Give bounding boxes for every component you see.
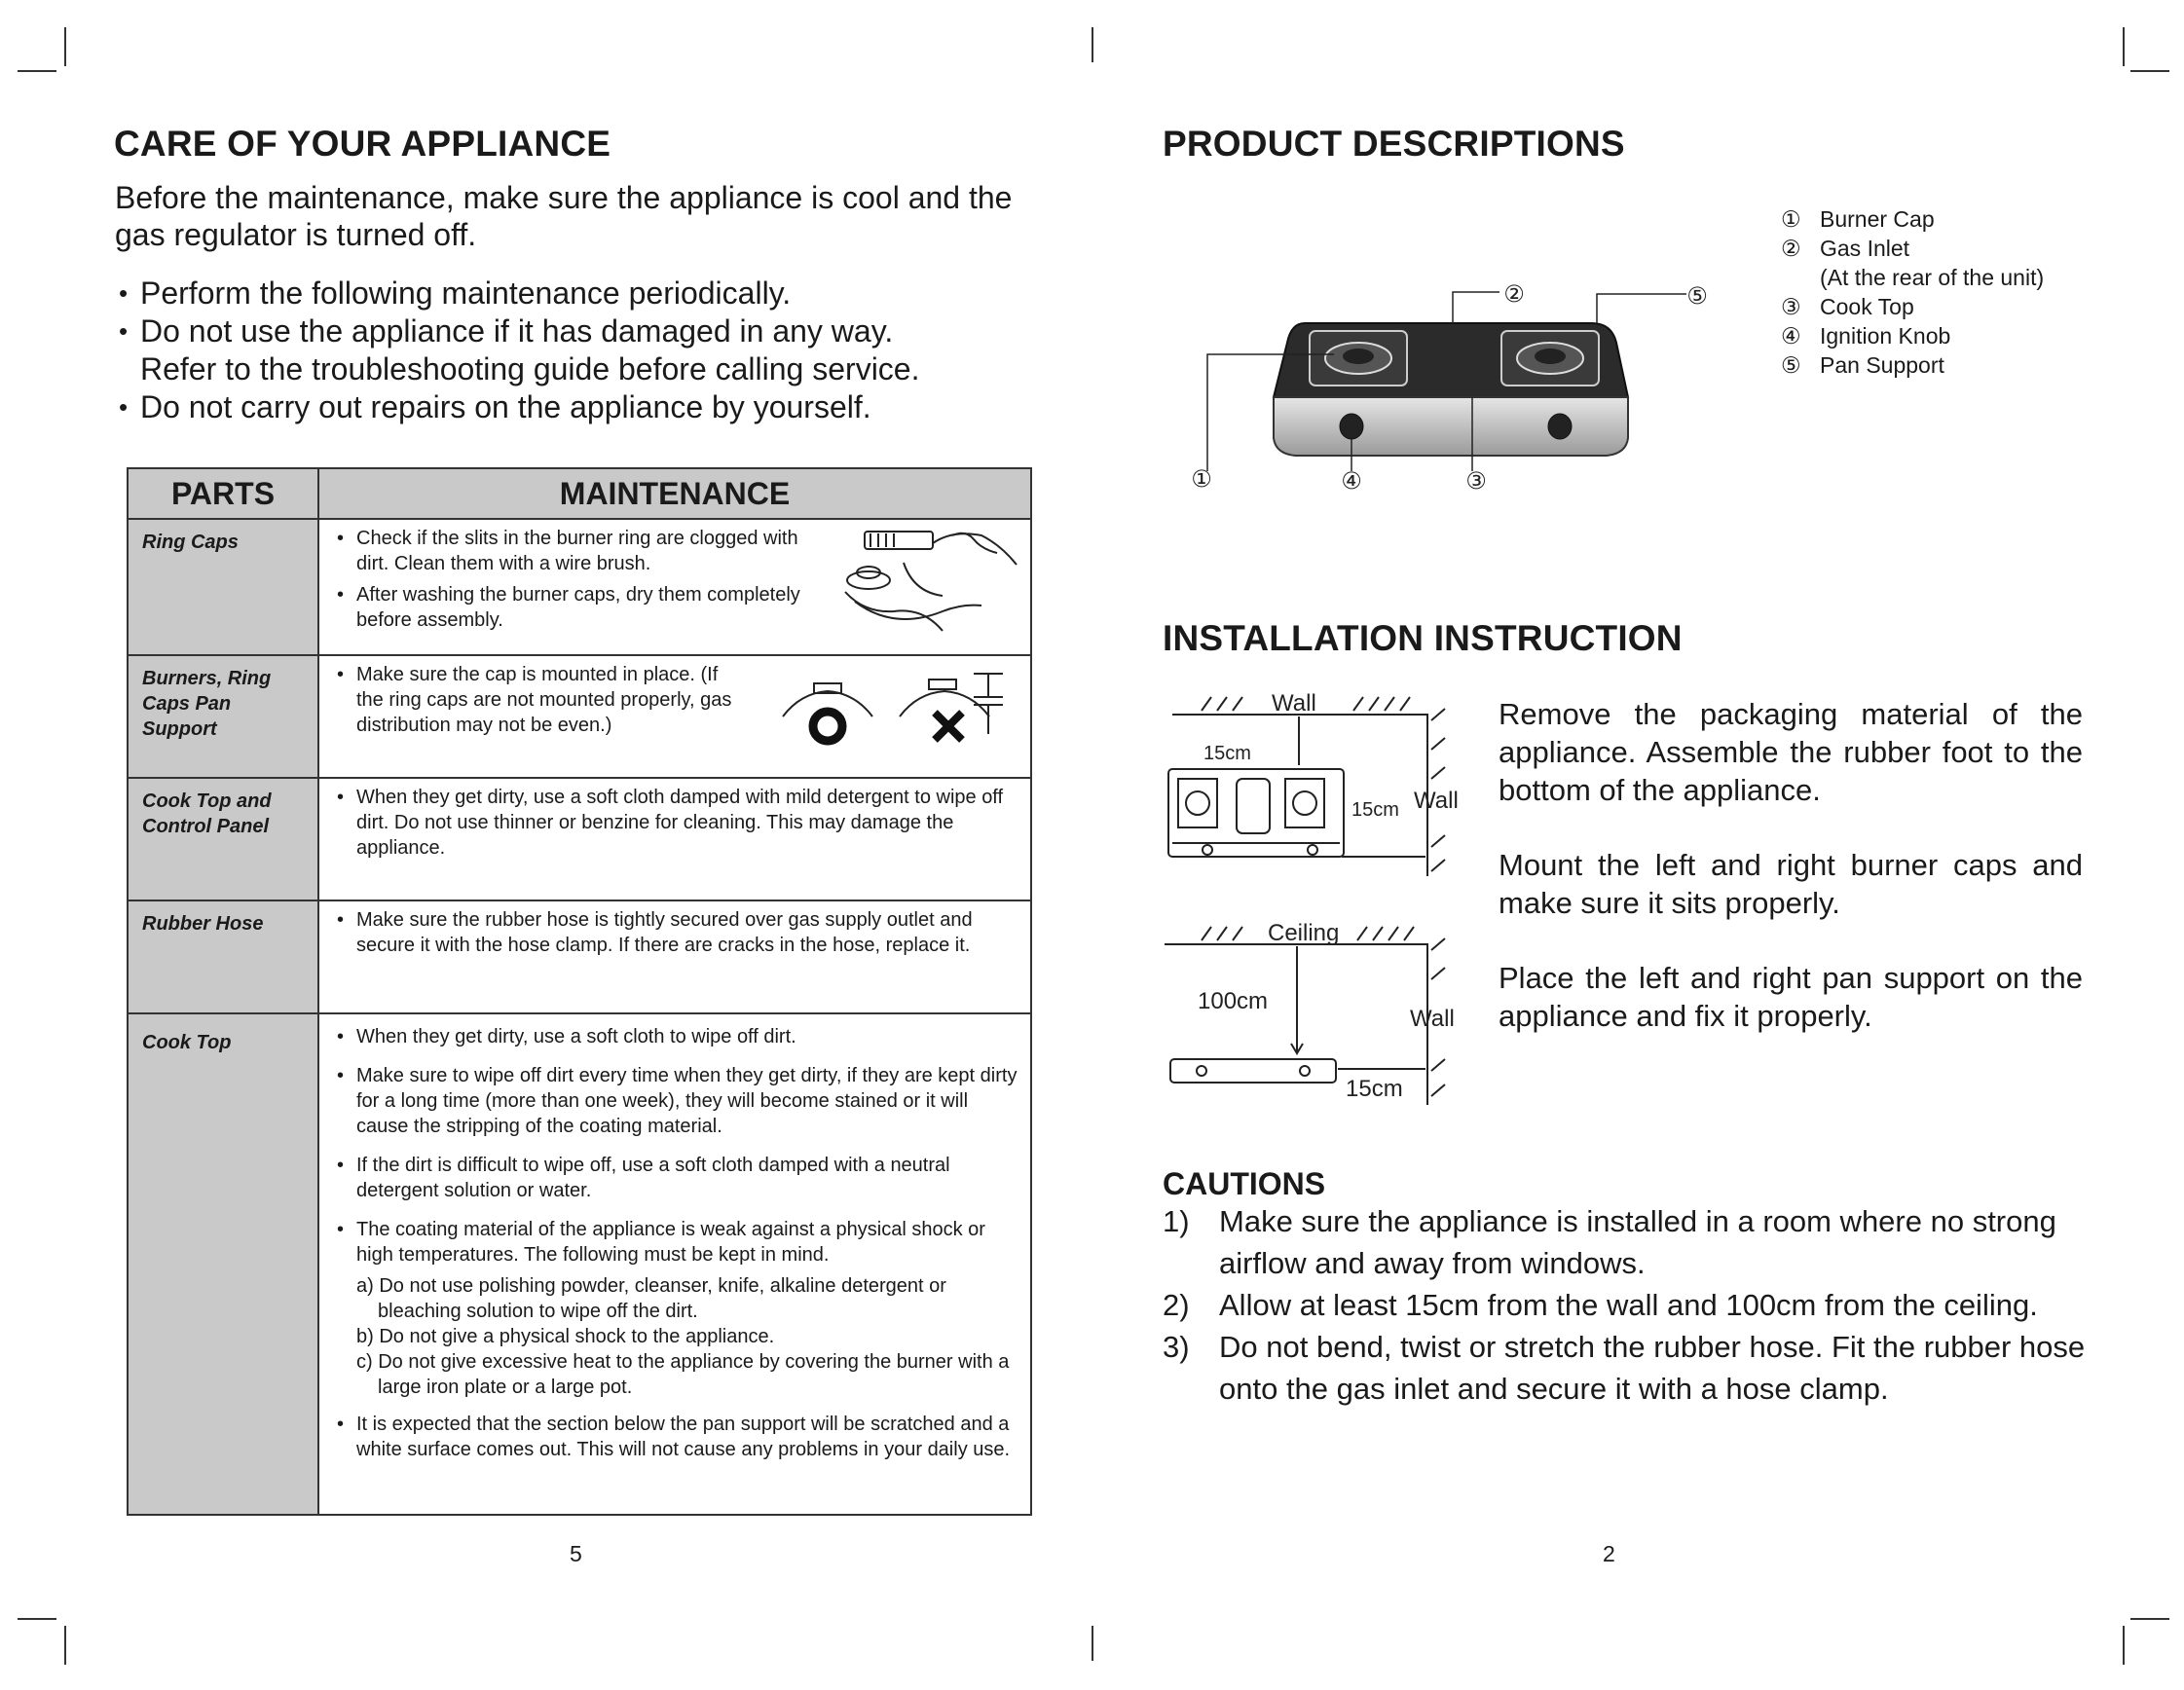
sub-item: b) Do not give a physical shock to the appliance. xyxy=(356,1326,775,1347)
wall-label-ceiling-view: Wall xyxy=(1410,1006,1455,1032)
sub-items xyxy=(339,1273,1022,1400)
maintenance-cell xyxy=(318,900,1031,1013)
bullet-continuation: Refer to the troubleshooting guide before calling service. xyxy=(140,351,920,386)
page-number-right: 2 xyxy=(1603,1541,1615,1566)
maintenance-table xyxy=(127,467,1032,1516)
crop-mark xyxy=(64,1626,66,1665)
callout-2: ② xyxy=(1503,280,1525,308)
part-list-item: ② Gas Inlet xyxy=(1781,236,1910,261)
care-bullets xyxy=(115,275,1040,426)
installation-text xyxy=(1499,695,2083,1072)
maintenance-item: • Make sure the rubber hose is tightly secured over gas supply outlet and secure it with the hose clamp. If there are cracks in the hose, replace it. xyxy=(339,907,1022,958)
burner-cap-correct-incorrect-illustration xyxy=(779,670,1013,757)
part-list-item: (At the rear of the unit) xyxy=(1820,265,2045,290)
crop-mark xyxy=(18,1618,56,1620)
product-parts-list xyxy=(1781,204,2044,380)
sub-item: c) Do not give excessive heat to the appliance by covering the burner with a large iron plate or a large pot. xyxy=(356,1351,1010,1398)
part-name: Cook Top xyxy=(128,1013,318,1515)
callout-4: ④ xyxy=(1341,467,1362,495)
crop-mark xyxy=(2123,27,2125,66)
caution-item: 2) Allow at least 15cm from the wall and 100cm from the ceiling. xyxy=(1163,1288,2038,1322)
part-list-item: ④ Ignition Knob xyxy=(1781,323,1951,349)
crop-mark xyxy=(18,70,56,72)
callout-3: ③ xyxy=(1465,467,1487,495)
sub-item: a) Do not use polishing powder, cleanser, knife, alkaline detergent or bleaching solution to wipe off the dirt. xyxy=(356,1275,946,1322)
part-list-item: ⑤ Pan Support xyxy=(1781,352,1944,378)
callout-1: ① xyxy=(1191,465,1212,493)
maintenance-item: • After washing the burner caps, dry them completely before assembly. xyxy=(339,582,826,633)
table-row xyxy=(128,519,1031,655)
table-row xyxy=(128,1013,1031,1515)
maintenance-item: • It is expected that the section below the pan support will be scratched and a white surface comes out. This will not cause any problems in your daily use. xyxy=(339,1412,1022,1462)
distance-label-15cm-front: 15cm xyxy=(1346,1076,1403,1102)
install-paragraph: Mount the left and right burner caps and make sure it sits properly. xyxy=(1499,848,2083,920)
page-number-left: 5 xyxy=(570,1541,582,1566)
bullet-item: • Do not carry out repairs on the appliance by yourself. xyxy=(115,388,1040,426)
crop-mark xyxy=(1092,27,1093,62)
wall-label-top: Wall xyxy=(1272,690,1316,716)
maintenance-cell xyxy=(318,778,1031,900)
distance-label-15cm-side: 15cm xyxy=(1351,799,1399,821)
ceiling-label: Ceiling xyxy=(1268,920,1340,946)
crop-mark xyxy=(2130,1618,2169,1620)
table-row xyxy=(128,778,1031,900)
part-name: Rubber Hose xyxy=(128,900,318,1013)
crop-mark xyxy=(64,27,66,66)
bullet-item: • Perform the following maintenance periodically. xyxy=(115,275,1040,312)
clearance-diagram-front-view xyxy=(1163,905,1484,1110)
wall-label-side: Wall xyxy=(1414,788,1459,814)
care-title: CARE OF YOUR APPLIANCE xyxy=(114,124,611,164)
part-name: Ring Caps xyxy=(128,519,318,655)
maintenance-item: • Make sure to wipe off dirt every time when they get dirty, if they are kept dirty for a long time (more than one week), they will become stained or it will cause the stripping of the coating material. xyxy=(339,1063,1022,1139)
table-row xyxy=(128,900,1031,1013)
part-list-item: ③ Cook Top xyxy=(1781,294,1914,319)
cooktop-product-illustration xyxy=(1178,273,1723,506)
maintenance-header: MAINTENANCE xyxy=(318,468,1031,519)
maintenance-cell xyxy=(318,519,1031,655)
installation-title: INSTALLATION INSTRUCTION xyxy=(1163,618,1683,658)
maintenance-cell xyxy=(318,1013,1031,1515)
clearance-diagram-top-view xyxy=(1163,681,1484,886)
crop-mark xyxy=(1092,1626,1093,1661)
product-descriptions-title: PRODUCT DESCRIPTIONS xyxy=(1163,124,1625,164)
distance-label-15cm: 15cm xyxy=(1203,743,1251,764)
table-row xyxy=(128,655,1031,778)
part-name: Cook Top and Control Panel xyxy=(128,778,318,900)
caution-item: 1) Make sure the appliance is installed in a room where no strong airflow and away from windows. xyxy=(1163,1204,2056,1280)
maintenance-item: • When they get dirty, use a soft cloth to wipe off dirt. xyxy=(339,1024,1022,1049)
callout-5: ⑤ xyxy=(1686,282,1708,310)
care-intro: Before the maintenance, make sure the appliance is cool and the gas regulator is turned off. xyxy=(115,180,1013,252)
crop-mark xyxy=(2130,70,2169,72)
parts-header: PARTS xyxy=(128,468,318,519)
maintenance-item: • Check if the slits in the burner ring are clogged with dirt. Clean them with a wire brush. xyxy=(339,526,826,576)
maintenance-item: • When they get dirty, use a soft cloth damped with mild detergent to wipe off dirt. Do not use thinner or benzine for cleaning. This may damage the appliance. xyxy=(339,785,1022,861)
distance-label-100cm: 100cm xyxy=(1198,988,1269,1014)
crop-mark xyxy=(2123,1626,2125,1665)
part-list-item: ① Burner Cap xyxy=(1781,206,1935,232)
cautions-list xyxy=(1163,1200,2136,1410)
maintenance-item: • Make sure the cap is mounted in place. (If the ring caps are not mounted properly, gas distribution may not be even.) xyxy=(339,662,748,738)
bullet-item: • Do not use the appliance if it has damaged in any way. xyxy=(115,312,1040,350)
maintenance-item: • The coating material of the appliance is weak against a physical shock or high temperatures. The following must be kept in mind. xyxy=(339,1217,1022,1268)
cautions-title: CAUTIONS xyxy=(1163,1166,1326,1201)
install-paragraph: Place the left and right pan support on the appliance and fix it properly. xyxy=(1499,961,2083,1033)
install-paragraph: Remove the packaging material of the appliance. Assemble the rubber foot to the bottom of the appliance. xyxy=(1499,697,2083,807)
maintenance-item: • If the dirt is difficult to wipe off, use a soft cloth damped with a neutral detergent solution or water. xyxy=(339,1153,1022,1203)
caution-item: 3) Do not bend, twist or stretch the rubber hose. Fit the rubber hose onto the gas inlet and secure it with a hose clamp. xyxy=(1163,1330,2086,1406)
maintenance-cell xyxy=(318,655,1031,778)
cleaning-brush-illustration xyxy=(835,524,1020,641)
part-name: Burners, Ring Caps Pan Support xyxy=(128,655,318,778)
